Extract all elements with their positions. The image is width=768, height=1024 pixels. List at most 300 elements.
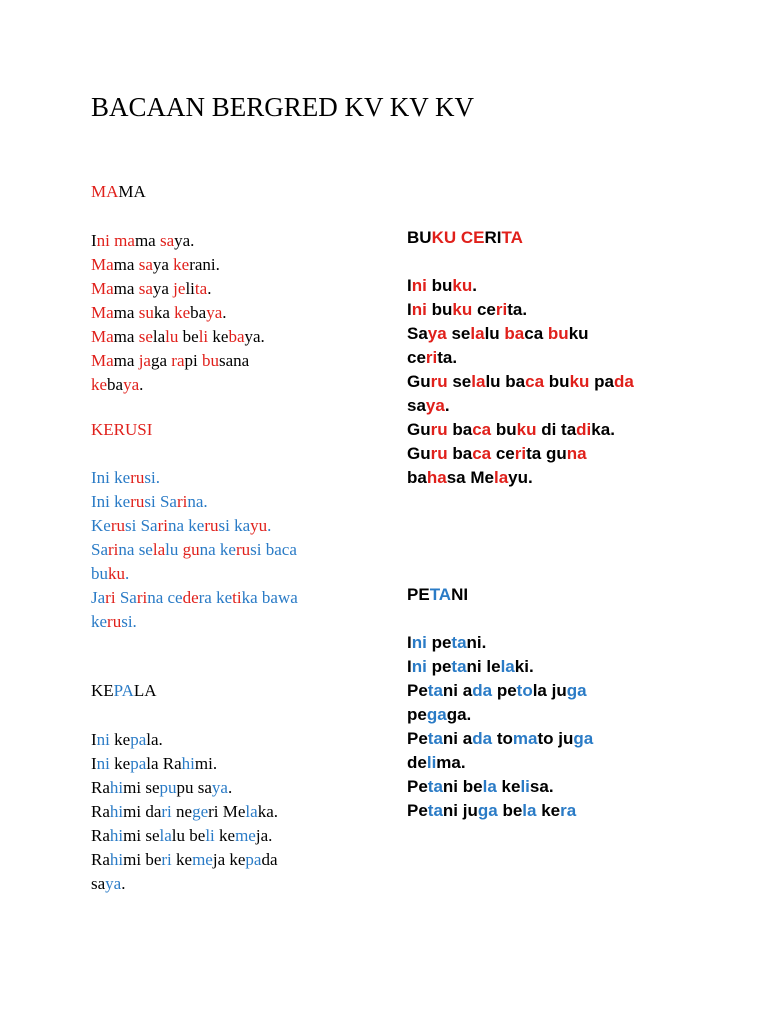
syllable: ka. [257, 802, 278, 821]
syllable: gu [182, 540, 200, 559]
syllable: de [407, 753, 427, 772]
syllable: ke [91, 375, 108, 394]
syllable: I [407, 300, 412, 319]
syllable: ce [495, 444, 515, 463]
syllable: ta [427, 729, 443, 748]
syllable: mi [123, 826, 142, 845]
syllable: ku [516, 420, 537, 439]
syllable: sa [138, 255, 153, 274]
syllable: ba [505, 372, 526, 391]
syllable: . [444, 396, 450, 415]
syllable: na [118, 540, 135, 559]
syllable: ru [107, 612, 122, 631]
syllable: bu [548, 372, 570, 391]
syllable: di [541, 420, 557, 439]
syllable: ju [551, 681, 567, 700]
syllable: ja [212, 850, 226, 869]
syllable: ma [134, 231, 156, 250]
syllable: ba [265, 540, 282, 559]
syllable: ke [188, 516, 205, 535]
syllable: ja. [255, 826, 273, 845]
syllable: PA [113, 681, 134, 700]
text-line [407, 727, 593, 751]
syllable: bu [431, 276, 453, 295]
syllable: de [182, 588, 199, 607]
syllable: na [167, 516, 185, 535]
syllable: ta [526, 444, 542, 463]
syllable: me [192, 850, 213, 869]
syllable: ma [113, 279, 135, 298]
syllable: ce [476, 300, 496, 319]
syllable: be [145, 850, 162, 869]
syllable: da [145, 802, 162, 821]
syllable: pe [431, 657, 452, 676]
syllable: sa. [529, 777, 554, 796]
text-line [91, 514, 298, 538]
syllable: . [472, 276, 477, 295]
syllable: a [462, 729, 473, 748]
syllable: ya. [174, 231, 195, 250]
section-heading-kerusi [91, 418, 152, 442]
syllable: la. [146, 730, 163, 749]
syllable: pu [176, 778, 194, 797]
syllable: na [199, 540, 216, 559]
syllable: ri [161, 802, 172, 821]
syllable: ke [219, 540, 236, 559]
section-heading-buku-cerita [407, 226, 523, 250]
syllable: ba [407, 468, 427, 487]
syllable: ta. [437, 348, 458, 367]
syllable: ya [425, 396, 445, 415]
syllable: pe [496, 681, 517, 700]
syllable: sa [138, 279, 153, 298]
syllable: ba [107, 375, 124, 394]
syllable: ni [96, 231, 110, 250]
syllable: mi. [194, 754, 218, 773]
syllable: NI [451, 585, 469, 604]
syllable: ma [512, 729, 538, 748]
syllable: be [189, 826, 206, 845]
syllable: la [482, 777, 497, 796]
syllable: pa [245, 850, 262, 869]
syllable: ta [194, 279, 208, 298]
syllable: be [502, 801, 523, 820]
syllable: to [537, 729, 554, 748]
syllable: la [500, 657, 515, 676]
syllable: se [138, 327, 153, 346]
syllable: ni [411, 657, 427, 676]
syllable: ri [176, 492, 188, 511]
syllable: I [91, 730, 97, 749]
syllable: I [407, 276, 412, 295]
syllable: lu [171, 826, 186, 845]
syllable: su [138, 303, 154, 322]
syllable: ba [261, 588, 278, 607]
syllable: Ma [91, 351, 114, 370]
syllable: bu [495, 420, 517, 439]
syllable: BU [407, 228, 432, 247]
syllable: ha [426, 468, 447, 487]
syllable: la [493, 468, 509, 487]
text-line [91, 752, 278, 776]
syllable: di [576, 420, 592, 439]
syllable: ma [113, 303, 135, 322]
syllable: ke [212, 327, 229, 346]
syllable: ke [229, 850, 246, 869]
syllable: Sa [159, 492, 177, 511]
syllable: ca [472, 444, 492, 463]
syllable: li [205, 826, 215, 845]
syllable: . [267, 516, 272, 535]
syllable: Me [470, 468, 494, 487]
syllable: TA [501, 228, 523, 247]
text-line [407, 655, 593, 679]
syllable: MA [91, 182, 119, 201]
syllable: ku [568, 324, 589, 343]
text-line [91, 349, 265, 373]
syllable: Gu [407, 372, 431, 391]
syllable: ke [501, 777, 521, 796]
syllable: ga [573, 729, 594, 748]
syllable: RUSI [113, 420, 153, 439]
syllable: ri [495, 300, 508, 319]
syllable: ya [206, 303, 223, 322]
syllable: la [245, 802, 258, 821]
syllable: I [91, 468, 97, 487]
text-line [91, 586, 298, 610]
syllable: ru [110, 516, 125, 535]
text-line [91, 466, 298, 490]
syllable: ni [442, 681, 459, 700]
syllable: la [146, 754, 159, 773]
syllable: pu [159, 778, 177, 797]
text-line [91, 562, 298, 586]
syllable: Sa [119, 588, 137, 607]
syllable: a [462, 681, 473, 700]
syllable: RI [484, 228, 502, 247]
syllable: hi [109, 826, 124, 845]
syllable: ga [477, 801, 498, 820]
text-line [407, 346, 634, 370]
page-title: BACAAN BERGRED KV KV KV [91, 92, 475, 122]
syllable: ni [411, 276, 427, 295]
syllable: si. [121, 612, 137, 631]
syllable: PE [407, 585, 430, 604]
syllable: ni [96, 492, 110, 511]
section-body-kerusi [91, 466, 298, 634]
text-line [407, 394, 634, 418]
syllable: ni [442, 801, 459, 820]
syllable: ba [452, 420, 473, 439]
text-line [91, 610, 298, 634]
syllable: mi [123, 850, 142, 869]
text-line [407, 775, 593, 799]
syllable: ke [173, 255, 190, 274]
syllable: se [451, 324, 471, 343]
syllable: ta. [507, 300, 528, 319]
text-line [91, 373, 265, 397]
syllable: la [532, 681, 547, 700]
syllable: la [159, 826, 172, 845]
syllable: ma [114, 231, 135, 250]
syllable: ru [430, 444, 448, 463]
syllable: na. [187, 492, 208, 511]
syllable: ke [91, 612, 108, 631]
syllable: ru [130, 492, 145, 511]
syllable: ba [504, 324, 525, 343]
syllable: ni [466, 657, 482, 676]
syllable: I [91, 754, 97, 773]
syllable: yu [250, 516, 268, 535]
syllable: yu. [508, 468, 533, 487]
syllable: ni [411, 633, 427, 652]
text-line [407, 703, 593, 727]
syllable: Ja [91, 588, 106, 607]
text-line [407, 274, 634, 298]
syllable: Me [222, 802, 246, 821]
syllable: da [472, 681, 493, 700]
syllable: ni [96, 730, 110, 749]
syllable: ke [114, 492, 131, 511]
syllable: KE [91, 681, 114, 700]
syllable: si [144, 492, 156, 511]
text-line [91, 824, 278, 848]
syllable: hi [109, 802, 124, 821]
syllable: na [233, 351, 250, 370]
syllable: si [250, 540, 262, 559]
syllable: ca [472, 420, 492, 439]
syllable: Ra [162, 754, 182, 773]
text-line [407, 298, 634, 322]
syllable: da [472, 729, 493, 748]
syllable: bu [91, 564, 108, 583]
syllable: Pe [407, 729, 428, 748]
syllable: ke [114, 730, 131, 749]
syllable: wa [277, 588, 298, 607]
text-line [91, 538, 298, 562]
syllable: ca [281, 540, 297, 559]
text-line [407, 799, 593, 823]
text-line [91, 253, 265, 277]
syllable: li [198, 327, 209, 346]
syllable: pe [407, 705, 427, 724]
syllable: sa [197, 778, 212, 797]
syllable: ru [235, 540, 251, 559]
text-line [91, 301, 265, 325]
section-body-petani [407, 631, 593, 823]
syllable: si [218, 516, 230, 535]
syllable: ya [105, 874, 122, 893]
syllable: pa [130, 730, 147, 749]
syllable: sa [159, 231, 175, 250]
syllable: ca [524, 324, 544, 343]
syllable: ma [113, 327, 135, 346]
syllable: ru [130, 468, 145, 487]
syllable: ya. [244, 327, 265, 346]
syllable: ge [192, 802, 209, 821]
syllable: bu [431, 300, 453, 319]
syllable: ku [452, 300, 473, 319]
syllable: je [173, 279, 186, 298]
syllable: to [496, 729, 513, 748]
text-line [407, 466, 634, 490]
syllable: LA [133, 681, 157, 700]
syllable: ku [569, 372, 590, 391]
syllable: I [91, 492, 97, 511]
syllable: mi [123, 802, 142, 821]
syllable: pa [594, 372, 614, 391]
syllable: Ra [91, 802, 110, 821]
syllable: Pe [407, 681, 428, 700]
syllable: ce [167, 588, 183, 607]
syllable: ra [171, 351, 185, 370]
syllable: Ma [91, 303, 114, 322]
syllable: Gu [407, 420, 431, 439]
text-line [91, 872, 278, 896]
syllable: sa [218, 351, 234, 370]
syllable: ya [427, 324, 447, 343]
section-body-buku-cerita [407, 274, 634, 490]
syllable: to [516, 681, 533, 700]
syllable: ta [451, 633, 467, 652]
syllable: ti [232, 588, 242, 607]
syllable: le [486, 657, 501, 676]
text-line [91, 800, 278, 824]
syllable: si. [144, 468, 160, 487]
syllable: ra [198, 588, 212, 607]
text-line [407, 370, 634, 394]
syllable: MA [118, 182, 146, 201]
text-line [91, 325, 265, 349]
syllable: se [138, 540, 153, 559]
syllable: lu [165, 540, 179, 559]
syllable: hi [109, 778, 124, 797]
syllable: se [145, 826, 160, 845]
syllable: ju [558, 729, 574, 748]
syllable: I [407, 657, 412, 676]
syllable: la [522, 801, 537, 820]
syllable: ya [123, 375, 140, 394]
syllable: ri [105, 588, 116, 607]
syllable: ya [211, 778, 228, 797]
text-line [91, 229, 265, 253]
syllable: . [121, 874, 126, 893]
syllable: sa [446, 468, 466, 487]
syllable: bu [547, 324, 569, 343]
syllable: ni [96, 754, 110, 773]
syllable: Sa [140, 516, 158, 535]
syllable: ke [114, 468, 131, 487]
syllable: mi [123, 778, 142, 797]
syllable: ri [136, 588, 148, 607]
syllable: I [407, 633, 412, 652]
syllable: ke [176, 850, 193, 869]
syllable: ca [525, 372, 545, 391]
syllable: Ra [91, 778, 110, 797]
syllable: Sa [91, 540, 108, 559]
section-heading-petani [407, 583, 468, 607]
syllable: ka. [591, 420, 615, 439]
syllable: Ra [91, 850, 110, 869]
text-line [407, 442, 634, 466]
text-line [91, 848, 278, 872]
syllable: pi [184, 351, 198, 370]
syllable: Ra [91, 826, 110, 845]
syllable: ta [427, 681, 443, 700]
syllable: ga [426, 705, 447, 724]
syllable: lu [485, 372, 501, 391]
syllable: ri [208, 802, 219, 821]
syllable: Gu [407, 444, 431, 463]
syllable: pe [431, 633, 452, 652]
syllable: bu [201, 351, 219, 370]
syllable: ka [241, 588, 258, 607]
syllable: Pe [407, 777, 428, 796]
text-line [91, 490, 298, 514]
syllable: se [145, 778, 160, 797]
syllable: be [462, 777, 483, 796]
syllable: ka [234, 516, 251, 535]
syllable: ri [514, 444, 527, 463]
section-heading-kepala [91, 679, 157, 703]
section-body-kepala [91, 728, 278, 896]
syllable: hi [181, 754, 195, 773]
syllable: sa [407, 396, 426, 415]
syllable: ga. [446, 705, 472, 724]
text-line [91, 776, 278, 800]
syllable: ke [541, 801, 561, 820]
syllable: li [520, 777, 530, 796]
section-heading-mama [91, 180, 146, 204]
syllable: li [185, 279, 195, 298]
syllable: Ma [91, 327, 114, 346]
syllable: ni [411, 300, 427, 319]
syllable: ya [152, 255, 169, 274]
syllable: da [261, 850, 278, 869]
syllable: na [147, 588, 164, 607]
syllable: ta [561, 420, 577, 439]
syllable: KE [91, 420, 114, 439]
text-line [407, 418, 634, 442]
syllable: ga [150, 351, 168, 370]
syllable: ni. [466, 633, 487, 652]
syllable: ke [114, 754, 131, 773]
syllable: la [152, 327, 166, 346]
syllable: la [152, 540, 166, 559]
syllable: se [452, 372, 472, 391]
syllable: Pe [407, 801, 428, 820]
syllable: ke [174, 303, 191, 322]
syllable: ni [96, 468, 110, 487]
syllable: Ma [91, 279, 114, 298]
syllable: gu [545, 444, 567, 463]
text-line [91, 728, 278, 752]
syllable: ri [108, 540, 119, 559]
syllable: . [222, 303, 227, 322]
syllable: si [125, 516, 137, 535]
syllable: TA [429, 585, 452, 604]
text-line [91, 277, 265, 301]
section-body-mama [91, 229, 265, 397]
syllable: ke [216, 588, 233, 607]
syllable: rani. [189, 255, 220, 274]
syllable: hi [109, 850, 124, 869]
syllable: ma [113, 255, 135, 274]
syllable: ru [430, 372, 448, 391]
text-line [407, 679, 593, 703]
syllable: I [91, 231, 97, 250]
syllable: ku [108, 564, 125, 583]
